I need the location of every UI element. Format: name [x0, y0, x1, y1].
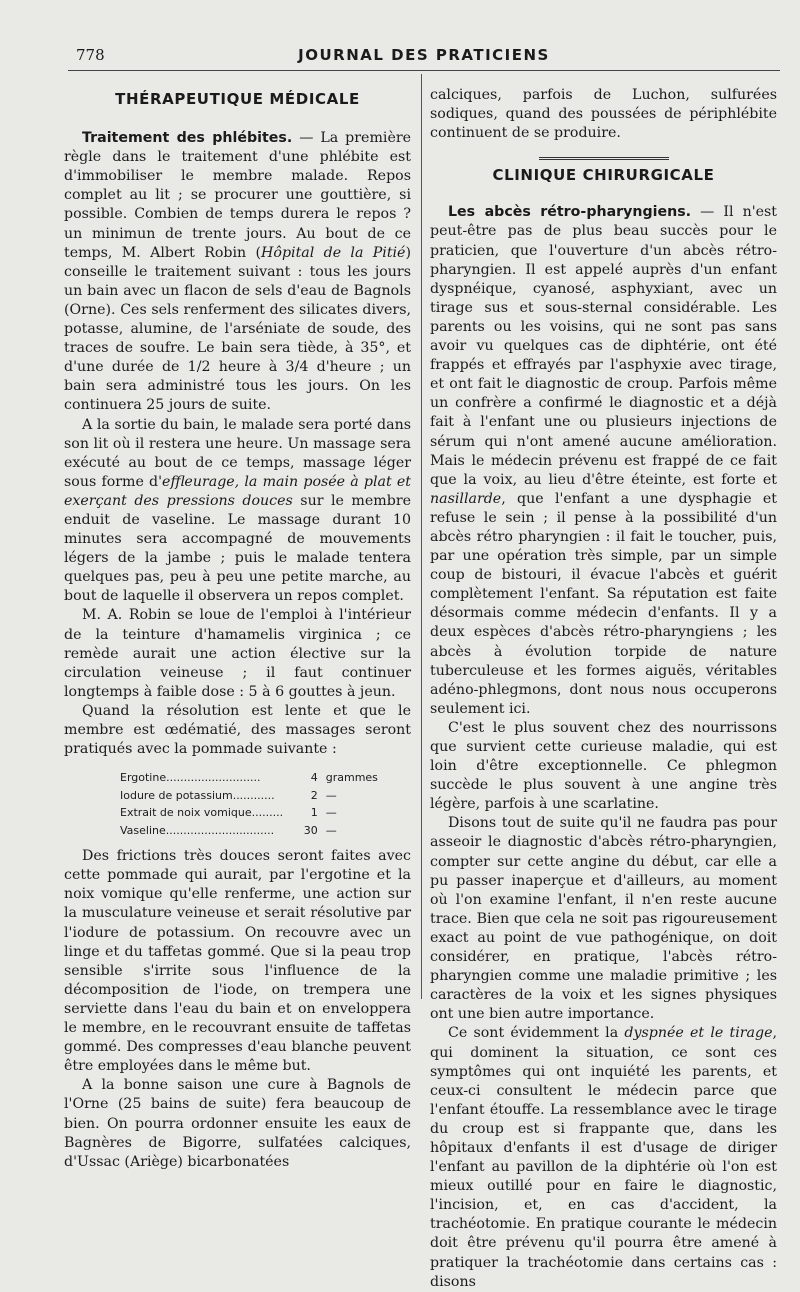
paragraph-text: Ce sont évidemment la — [448, 1025, 625, 1042]
article-lead: Les abcès rétro-pharyngiens. — [448, 204, 692, 221]
ingredient-quantity: 30 — [303, 823, 318, 837]
formula-row — [120, 822, 380, 840]
paragraph-text: , qui dominent la situation, ce sont ces symptômes qui ont inquiété les parents, et ceux-ci consultent le médecin parce que l'enfant étouffe. La ressemblance avec le tirage du croup est si frappante que, dans les hôpitaux d'enfants il est d'usage de diriger l'enfant au pavillon de la diphtérie où l'on est mieux outillé pour en faire le diagnostic, l'incision, et, en cas d'accident, la trachéotomie. En pratique courante le médecin doit être prévenu qu'il pourra être amené à pratiquer la trachéotomie dans certains cas : disons — [430, 1025, 777, 1290]
article-lead: Traitement des phlébites. — [82, 130, 293, 147]
section-title-therapeutique: THÉRAPEUTIQUE MÉDICALE — [115, 90, 360, 108]
ingredient-name: Vaseline............................... — [120, 823, 275, 837]
paragraph: Disons tout de suite qu'il ne faudra pas pour asseoir le diagnostic d'abcès rétro-pharyngien, compter sur cette angine du début, car elle a pu passer inaperçue et d'ailleurs, au moment où l'on examine l'enfant, il n'en reste aucune trace. Bien que cela ne soit pas rigoureusement exact au point de vue pathogénique, on doit considérer, en pratique, l'abcès rétro-pharyngien comme une maladie primitive ; les caractères de la voix et les signes physiques ont une bien autre importance. — [430, 815, 777, 1023]
paragraph-text: — La première règle dans le traitement d'une phlébite est d'immobiliser le membre malade. Repos complet au lit ; se procurer une gouttière, si possible. Combien de temps durera le repos ? un minimun de trente jours. Au bout de ce temps, M. Albert Robin ( — [64, 130, 412, 261]
paragraph — [430, 203, 777, 719]
ingredient-quantity: 2 — [310, 788, 318, 802]
journal-title: JOURNAL DES PRATICIENS — [298, 46, 550, 64]
paragraph-text: A la sortie du bain, le malade sera porté dans son lit où il restera une heure. Un massage sera exécuté au bout de ce temps, massage léger sous forme d' — [64, 416, 411, 490]
italic-text: dyspnée et le tirage — [624, 1025, 773, 1042]
ingredient-unit: — — [325, 823, 337, 837]
header-rule — [68, 70, 780, 71]
paragraph-continued: calciques, parfois de Luchon, sulfurées sodiques, quand des poussées de périphlébite continuent de se produire. — [430, 87, 777, 142]
ingredient-name: Iodure de potassium............ — [120, 788, 275, 802]
prescription-formula — [120, 769, 380, 839]
formula-row — [120, 804, 380, 822]
paragraph-text: ) conseille le traitement suivant : tous les jours un bain avec un flacon de sels d'eau de Bagnols (Orne). Ces sels renferment des silicates divers, potasse, alumine, de l'arséniate de soude, des traces de soufre. Le bain sera tiède, à 35°, et d'une durée de 1/2 heure à 3/4 d'heure ; un bain sera administré tous les jours. On les continuera 25 jours de suite. — [64, 244, 412, 414]
paragraph: Des frictions très douces seront faites avec cette pommade qui aurait, par l'ergotine et la noix vomique qu'elle renferme, une action sur la musculature veineuse et serait résolutive par l'iodure de potassium. On recouvre avec un linge et du taffetas gommé. Que si la peau trop sensible s'irrite sous l'influence de la décomposition de l'iode, on trempera une serviette dans l'eau du bain et on enveloppera le membre, en le recouvrant ensuite de taffetas gommé. Des compresses d'eau blanche peuvent être employées dans le même but. — [64, 848, 411, 1075]
ingredient-unit: — — [325, 788, 337, 802]
running-header — [68, 44, 780, 68]
paragraph: A la bonne saison une cure à Bagnols de l'Orne (25 bains de suite) fera beaucoup de bien. On pourra ordonner ensuite les eaux de Bagnères de Bigorre, sulfatées calciques, d'Ussac (Ariège) bicarbonatées — [64, 1077, 411, 1170]
column-divider — [421, 74, 422, 999]
italic-text: effleurage, la main posée à plat et exerçant des pressions douces — [64, 473, 411, 509]
ingredient-unit: grammes — [325, 771, 378, 785]
paragraph: M. A. Robin se loue de l'emploi à l'intérieur de la teinture d'hamamelis virginica ; ce remède aurait une action élective sur la circulation veineuse ; il faut continuer longtemps à faible dose : 5 à 6 gouttes à jeun. — [64, 607, 411, 700]
ingredient-name: Ergotine........................... — [120, 771, 261, 785]
paragraph-text: — Il n'est peut-être pas de plus beau succès pour le praticien, que l'ouverture d'un abcès rétro-pharyngien. Il est appelé auprès d'un enfant dyspnéique, cyanosé, asphyxiant, avec un tirage sus et sous-sternal considérable. Les parents ou les voisins, qui ne sont pas sans avoir vu quelques cas de diphtérie, ont été frappés et effrayés par l'asphyxie avec tirage, et ont fait le diagnostic de croup. Parfois même un confrère a confirmé le diagnostic et a déjà fait à l'enfant une ou plusieurs injections de sérum qui n'ont amené aucune amélioration. Mais le médecin prévenu est frappé de ce fait que la voix, au lieu d'être éteinte, est forte et — [430, 204, 777, 488]
section-title-clinique: CLINIQUE CHIRURGICALE — [492, 166, 715, 185]
paragraph — [64, 129, 411, 415]
ingredient-unit: — — [325, 806, 337, 820]
paragraph: C'est le plus souvent chez des nourrissons que survient cette curieuse maladie, qui est loin d'être exceptionnelle. Ce phlegmon succède le plus souvent à une angine très légère, parfois à une scarlatine. — [430, 719, 777, 813]
paragraph: Quand la résolution est lente et que le membre est œdématié, des massages seront pratiqués avec la pommade suivante : — [64, 702, 411, 758]
paragraph-text: sur le membre enduit de vaseline. Le massage durant 10 minutes sera accompagné de mouvements légers de la jambe ; puis le malade tentera quelques pas, peu à peu une petite marche, au bout de laquelle il observera un repos complet. — [64, 492, 411, 605]
page-number: 778 — [76, 46, 105, 64]
paragraph — [64, 416, 411, 607]
italic-text: Hôpital de la Pitié — [261, 244, 406, 261]
formula-row — [120, 787, 380, 805]
paragraph-text: , que l'enfant a une dysphagie et refuse le sein ; il pense à la possibilité d'un abcès rétro pharyngien : il fait le toucher, puis, par une opération très simple, par un simple coup de bistouri, il évacue l'abcès et guérit complètement l'enfant. Sa réputation est faite désormais comme médecin d'enfants. Il y a deux espèces d'abcès rétro-pharyngiens ; les abcès à évolution torpide de nature tuberculeuse et les formes aiguës, véritables adéno-phlegmons, dont nous nous occuperons seulement ici. — [430, 490, 777, 717]
paragraph — [430, 1024, 777, 1291]
ingredient-quantity: 4 — [310, 771, 318, 785]
left-column — [64, 86, 411, 1172]
section-separator — [539, 157, 669, 160]
ingredient-quantity: 1 — [310, 806, 318, 820]
right-column — [430, 86, 777, 1292]
formula-row — [120, 769, 380, 787]
ingredient-name: Extrait de noix vomique......... — [120, 806, 284, 820]
italic-text: nasillarde — [430, 490, 502, 507]
